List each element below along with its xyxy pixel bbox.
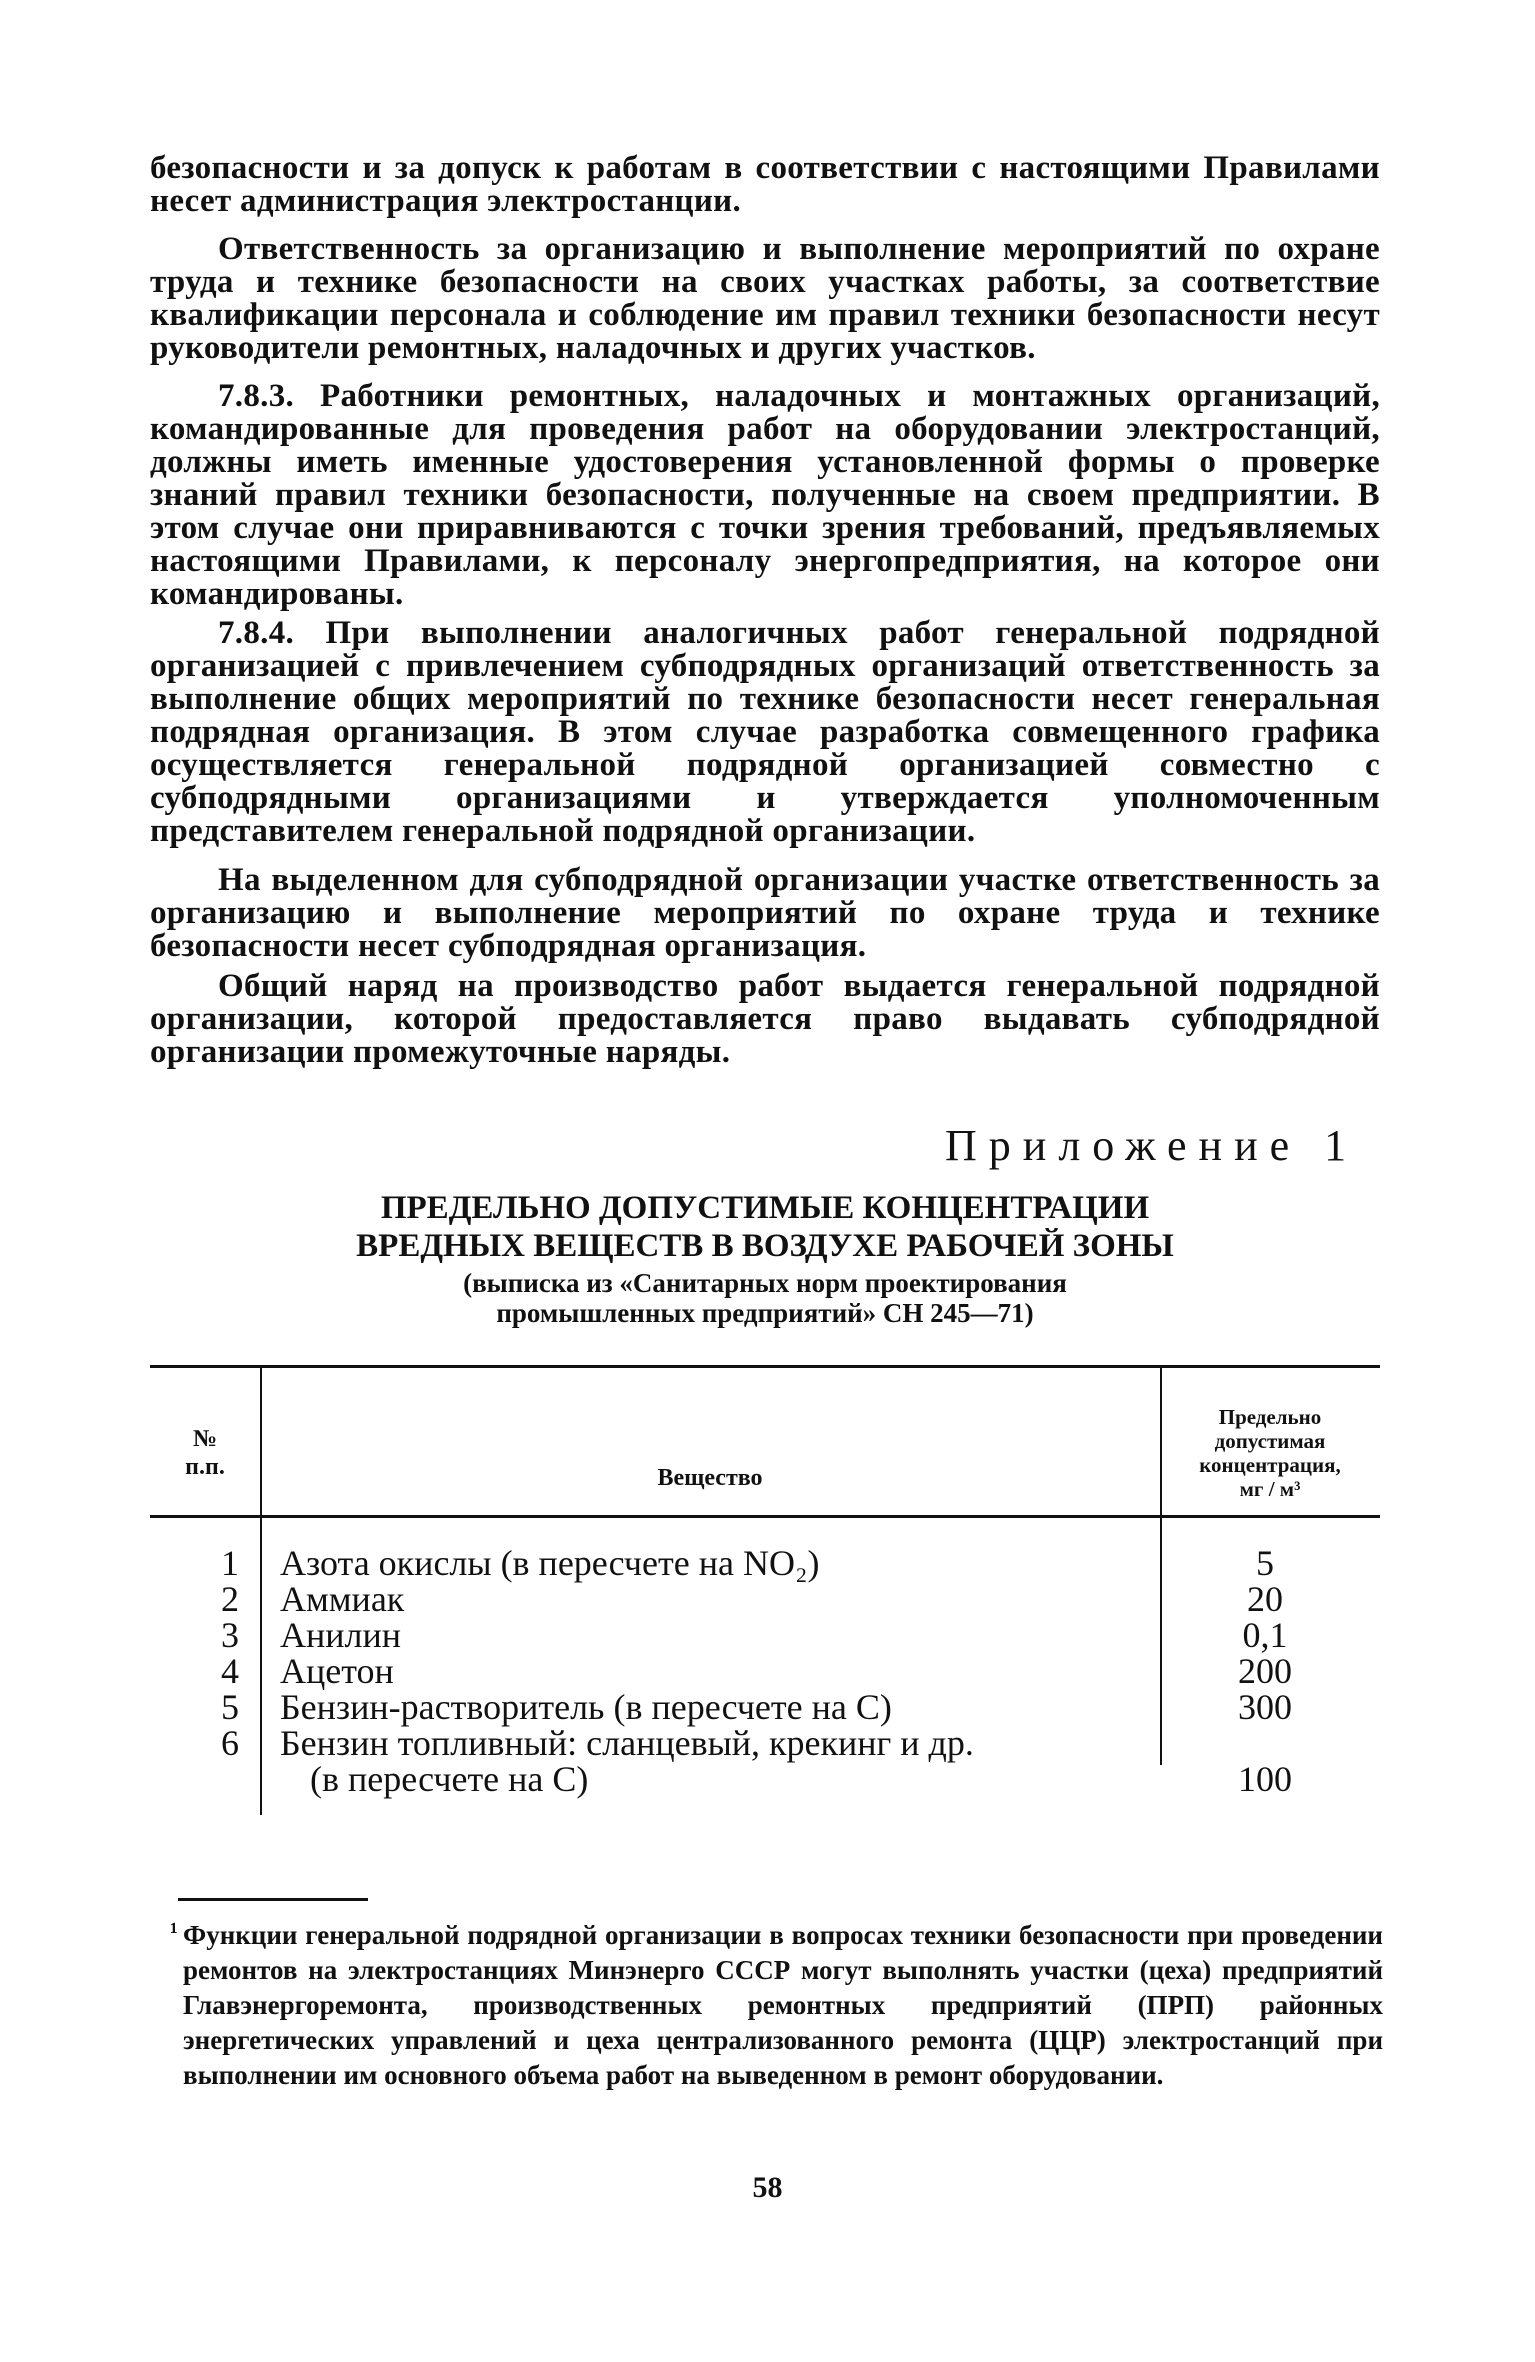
row-substance: Ацетон bbox=[280, 1651, 394, 1691]
row-value: 5 bbox=[1256, 1543, 1274, 1583]
paragraph-subcontractor: На выделенном для субподрядной организации участке ответственность за организацию и выполнение мероприятий по охране труда и технике безопасности несет субподрядная организация. bbox=[150, 862, 1380, 964]
row-substance: (в пересчете на С) bbox=[310, 1759, 589, 1799]
header-number bbox=[150, 1425, 260, 1481]
paragraph-7-8-4: 7.8.4. При выполнении аналогичных работ генеральной подрядной организацией с привлечением субподрядных организаций ответственность за выполнение общих мероприятий по технике безопасности несет генеральная подрядная организация. В этом случае разработка совмещенного графика осуществляется генеральной подрядной организацией совместно с субподрядными организациями и утверждается уполномоченным представителем генеральной подрядной организации. bbox=[150, 615, 1380, 849]
footnote-text: Функции генеральной подрядной организации в вопросах техники безопасности при проведении ремонтов на электростанциях Минэнерго СССР могут выполнять участки (цеха) предприятий Главэнергоремонта, производственных ремонтных предприятий (ПРП) районных энергетических управлений и цеха централизованного ремонта (ЦЦР) электростанций при выполнении им основного объема работ на выведенном в ремонт оборудовании. bbox=[183, 1920, 1383, 2090]
paragraph-continuation: безопасности и за допуск к работам в соответствии с настоящими Правилами несет администрация электростанции. bbox=[150, 150, 1380, 219]
table-top-rule bbox=[150, 1365, 1380, 1368]
row-value: 100 bbox=[1238, 1759, 1292, 1799]
page-number: 58 bbox=[752, 2171, 783, 2204]
row-substance: Азота окислы (в пересчете на NO₂) bbox=[280, 1543, 820, 1583]
header-conc-line4: мг / м³ bbox=[1239, 1477, 1301, 1501]
header-substance: Вещество bbox=[657, 1465, 763, 1491]
row-number: 1 bbox=[221, 1543, 239, 1583]
appendix-title-line1: ПРЕДЕЛЬНО ДОПУСТИМЫЕ КОНЦЕНТРАЦИИ bbox=[380, 1190, 1150, 1226]
row-value: 300 bbox=[1238, 1687, 1292, 1727]
footnote-rule bbox=[178, 1898, 368, 1901]
row-substance: Аммиак bbox=[280, 1579, 405, 1619]
paragraph-general-order: Общий наряд на производство работ выдается генеральной подрядной организации, которой предоставляется право выдавать субподрядной организации промежуточные наряды. bbox=[150, 968, 1380, 1070]
footnote-mark: ¹ bbox=[170, 1917, 178, 1946]
row-number: 4 bbox=[221, 1651, 239, 1691]
table-row bbox=[150, 1545, 1380, 1581]
header-concentration bbox=[1160, 1405, 1380, 1501]
paragraph-responsibility: Ответственность за организацию и выполнение мероприятий по охране труда и технике безопасности на своих участках работы, за соответствие квалификации персонала и соблюдение им правил техники безопасности несут руководители ремонтных, наладочных и других участков. bbox=[150, 231, 1380, 366]
concentration-table bbox=[150, 1365, 1380, 1815]
row-number: 5 bbox=[221, 1687, 239, 1727]
row-value: 200 bbox=[1238, 1651, 1292, 1691]
header-conc-line3: концентрация, bbox=[1199, 1453, 1341, 1477]
row-number: 2 bbox=[221, 1579, 239, 1619]
row-number: 6 bbox=[221, 1723, 239, 1763]
row-number: 3 bbox=[221, 1615, 239, 1655]
table-row bbox=[150, 1761, 1380, 1797]
header-number-symbol: № bbox=[192, 1426, 218, 1452]
appendix-subtitle-line1: (выписка из «Санитарных норм проектирования bbox=[463, 1268, 1067, 1298]
header-number-abbr: п.п. bbox=[185, 1454, 225, 1480]
appendix-subtitle-line2: промышленных предприятий» СН 245—71) bbox=[496, 1298, 1034, 1328]
table-row bbox=[150, 1653, 1380, 1689]
table-row bbox=[150, 1617, 1380, 1653]
row-substance: Бензин-растворитель (в пересчете на С) bbox=[280, 1687, 892, 1727]
row-substance: Бензин топливный: сланцевый, крекинг и др. bbox=[280, 1723, 974, 1763]
appendix-title-line2: ВРЕДНЫХ ВЕЩЕСТВ В ВОЗДУХЕ РАБОЧЕЙ ЗОНЫ bbox=[356, 1228, 1174, 1264]
paragraph-7-8-3: 7.8.3. Работники ремонтных, наладочных и монтажных организаций, командированные для проведения работ на оборудовании электростанций, должны иметь именные удостоверения установленной формы о проверке знаний правил техники безопасности, полученные на своем предприятии. В этом случае они приравниваются с точки зрения требований, предъявляемых настоящими Правилами, к персоналу энергопредприятия, на которое они командированы. bbox=[150, 378, 1380, 612]
header-conc-line1: Предельно bbox=[1218, 1405, 1322, 1429]
table-header-rule bbox=[150, 1515, 1380, 1518]
table-row bbox=[150, 1581, 1380, 1617]
row-value: 0,1 bbox=[1242, 1615, 1288, 1655]
table-row bbox=[150, 1689, 1380, 1725]
row-value: 20 bbox=[1247, 1579, 1283, 1619]
header-conc-line2: допустимая bbox=[1214, 1429, 1326, 1453]
table-row bbox=[150, 1725, 1380, 1761]
appendix-label: Приложение 1 bbox=[945, 1121, 1359, 1170]
row-substance: Анилин bbox=[280, 1615, 402, 1655]
